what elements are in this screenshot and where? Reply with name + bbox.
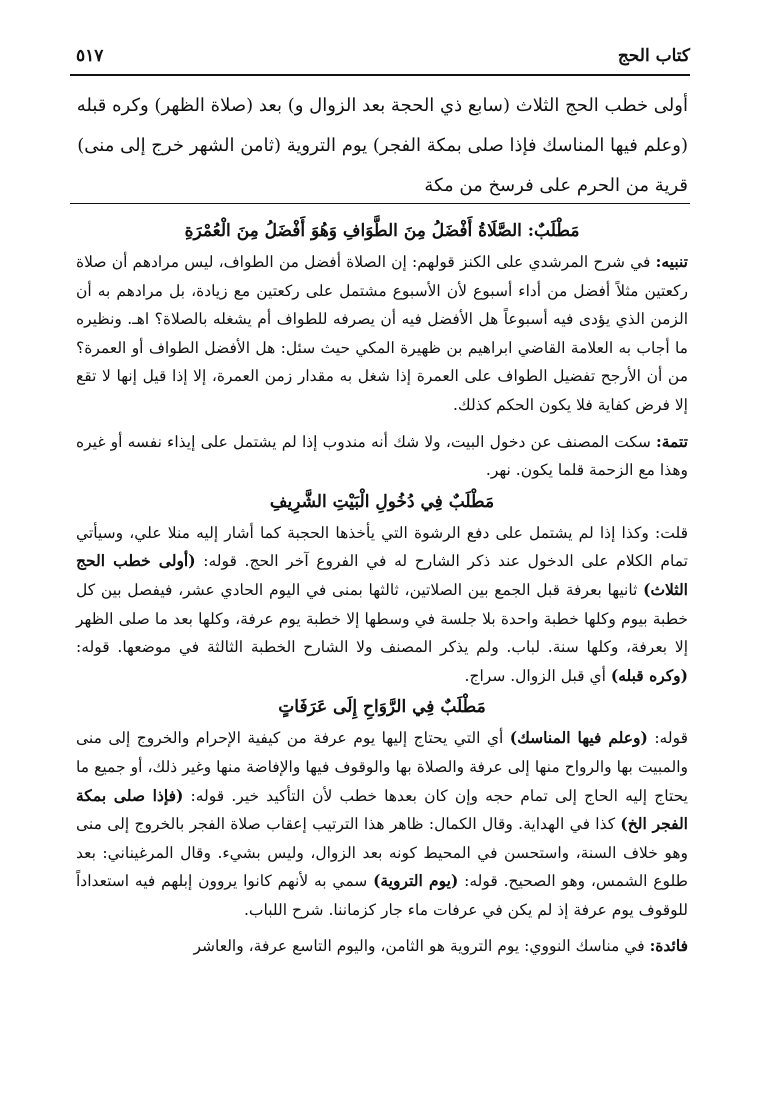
section-heading: مَطْلَبٌ فِي الرَّوَاحِ إِلَى عَرَفَاتٍ: [278, 697, 486, 718]
quoted-phrase: (فإذا صلى بمكة الفجر الخ): [76, 785, 688, 834]
section-heading: مَطْلَبٌ فِي دُخُولِ الْبَيْتِ الشَّرِيفِ: [269, 491, 495, 512]
commentary-divider: [70, 203, 690, 204]
paragraph-lead: تنبيه:: [655, 252, 688, 271]
paragraph-text: قوله:: [464, 872, 498, 891]
quoted-phrase: (أولى خطب الحج الثلاث): [76, 551, 688, 599]
paragraph-tatimma: [76, 428, 688, 485]
paragraph-text: كذا في الهداية. وقال الكمال: ظاهر هذا الترتيب إعقاب صلاة الفجر بالخروج إلى منى وهو خلاف السنة، واستحسن في المحيط كونه بعد الزوال، وليس بشيء. وقال المرغيناني: بعد طلوع الشمس، وهو الصحيح.: [76, 815, 688, 891]
paragraph-faida: [76, 932, 688, 961]
paragraph-lead: فائدة:: [649, 936, 688, 956]
paragraph-text: قوله:: [654, 729, 688, 748]
paragraph-qultu: [76, 519, 688, 691]
commentary: [76, 214, 688, 961]
paragraph-text: أي التي يحتاج إليها يوم عرفة من كيفية الإحرام والخروج إلى منى والمبيت بها والرواح منها إلى عرفة والصلاة بها والوقوف فيها والإفاضة منها وغير ذلك، أو جميع ما يحتاج إليه الحاج إلى تمام حجه وإن كان بعدها خطب لأن التأكيد خير. قوله:: [76, 729, 688, 805]
page-header: [76, 46, 690, 72]
paragraph-text: ثانيها بعرفة قبل الجمع بين الصلاتين، ثالثها بمنى في اليوم الحادي عشر، فيفصل بين كل خطبة بيوم وكلها خطبة واحدة بلا جلسة في وسطها إلا خطبة يوم عرفة، وكلها بعد ما صلى الظهر إلا بعرفة، وكلها سنة. لباب. ولم يذكر المصنف ولا الشارح الخطبة الثالثة في موضعها. قوله:: [76, 580, 688, 657]
quoted-phrase: (وعلم فيها المناسك): [509, 728, 648, 748]
running-head-title: كتاب الحج: [617, 46, 690, 66]
paragraph-text: في شرح المرشدي على الكنز قولهم: إن الصلاة أفضل من الطواف، ليس مرادهم أن صلاة ركعتين مثلاً أفضل من أداء أسبوع لأن الأسبوع مشتمل على ركعتين مع زيادة، بل مرادهم به أن الزمن الذي يؤدى فيه أسبوعاً هل الأفضل فيه أن يصرفه للطواف أم يشغله بالصلاة؟ اهـ. ونظيره ما أجاب به العلامة القاضي ابراهيم بن ظهيرة المكي حيث سئل: هل الأفضل الطواف أو العمرة؟ من أن الأرجح تفضيل الطواف على العمرة إذا شغل به مقدار زمن العمرة، إلا إذا قيل إنها لا تقع إلا فرض كفاية فلا يكون الحكم كذلك.: [76, 253, 688, 414]
paragraph-text: أي قبل الزوال. سراج.: [464, 666, 606, 685]
main-text-line: قرية من الحرم على فرسخ من مكة: [424, 175, 688, 196]
paragraph-text: في مناسك النووي: يوم التروية هو الثامن، واليوم التاسع عرفة، والعاشر: [193, 937, 645, 956]
main-text: [74, 86, 688, 206]
paragraph-text: سكت المصنف عن دخول البيت، ولا شك أنه مندوب إذا لم يشتمل على إيذاء نفسه أو غيره وهذا مع الزحمة قلما يكون. نهر.: [76, 432, 688, 480]
paragraph-rawah: [76, 724, 688, 924]
paragraph-text: سمي به لأنهم كانوا يروون إبلهم فيه استعداداً للوقوف يوم عرفة إذ لم يكن في عرفات ماء جار كزماننا. شرح اللباب.: [76, 872, 688, 919]
section-heading: مَطْلَبٌ: الصَّلَاةُ أَفْضَلُ مِنَ الطَّوَافِ وَهُوَ أَفْضَلُ مِنَ الْعُمْرَةِ: [184, 221, 580, 241]
page-number: ٥١٧: [76, 46, 104, 66]
paragraph-tanbih: [76, 248, 688, 420]
quoted-phrase: (وكره قبله): [610, 665, 688, 685]
paragraph-lead: تتمة:: [656, 431, 688, 451]
paragraph-text: قلت: وكذا إذا لم يشتمل على دفع الرشوة التي يأخذها الحجبة كما أشار إليه منلا علي، وسيأتي تمام الكلام على الدخول عند ذكر الشارح له في الفروع آخر الحج. قوله:: [76, 523, 688, 571]
quoted-phrase: (يوم التروية): [373, 871, 459, 891]
main-text-line: (وعلم فيها المناسك فإذا صلى بمكة الفجر) يوم التروية (ثامن الشهر خرج إلى منى): [77, 135, 688, 156]
main-text-line: أولى خطب الحج الثلاث (سابع ذي الحجة بعد الزوال و) بعد (صلاة الظهر) وكره قبله: [76, 95, 688, 116]
header-rule: [70, 74, 690, 76]
